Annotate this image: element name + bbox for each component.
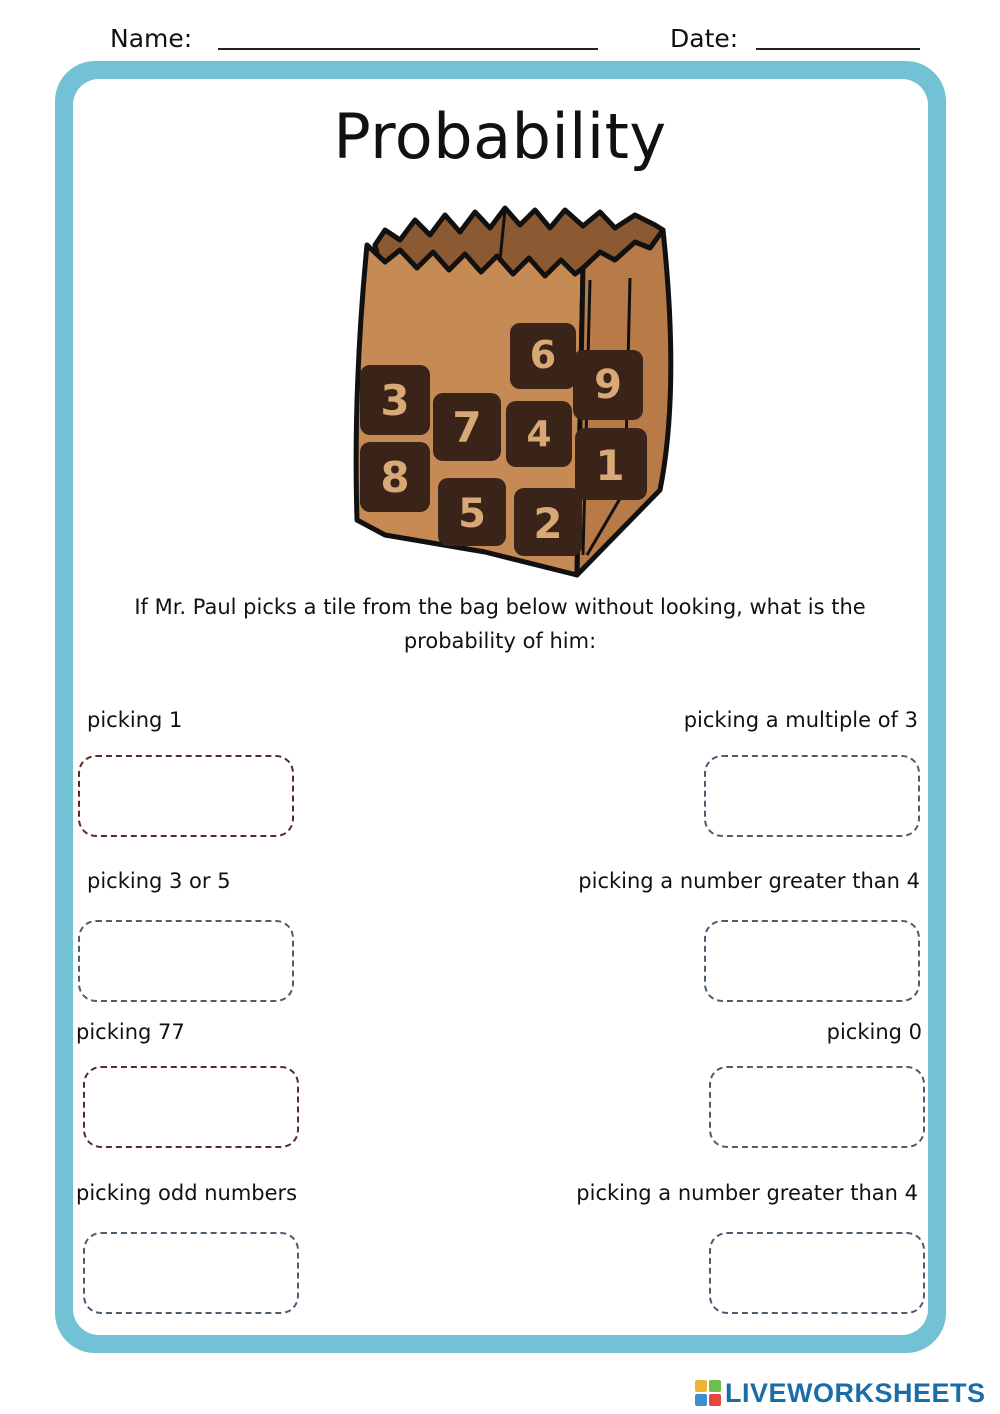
number-tile xyxy=(510,323,576,389)
paper-bag-illustration xyxy=(345,190,675,585)
prompt-label: picking odd numbers xyxy=(76,1181,298,1205)
prompt-label: picking 3 or 5 xyxy=(87,869,231,893)
number-tile xyxy=(360,365,430,435)
svg-text:3: 3 xyxy=(380,376,410,425)
number-tile xyxy=(438,478,506,546)
prompt-label: picking a multiple of 3 xyxy=(683,708,918,732)
number-tile xyxy=(360,442,430,512)
logo-grid-icon xyxy=(695,1380,721,1406)
answer-box[interactable] xyxy=(709,1066,925,1148)
svg-text:2: 2 xyxy=(533,499,563,548)
svg-text:5: 5 xyxy=(458,491,486,537)
page-title: Probability xyxy=(333,100,667,173)
svg-text:7: 7 xyxy=(452,403,482,452)
answer-box[interactable] xyxy=(83,1066,299,1148)
prompt-label: picking a number greater than 4 xyxy=(576,1181,918,1205)
answer-box[interactable] xyxy=(709,1232,925,1314)
prompt-label: picking 1 xyxy=(87,708,183,732)
number-tile xyxy=(575,428,647,500)
svg-text:4: 4 xyxy=(526,414,552,455)
prompt-label: picking 0 xyxy=(826,1020,922,1044)
date-line[interactable] xyxy=(756,48,920,50)
question-text: If Mr. Paul picks a tile from the bag below without looking, what is the probability of him: xyxy=(134,595,866,653)
answer-box[interactable] xyxy=(78,755,294,837)
answer-box[interactable] xyxy=(78,920,294,1002)
prompt-label: picking 77 xyxy=(76,1020,185,1044)
number-tile xyxy=(573,350,643,420)
answer-box[interactable] xyxy=(704,920,920,1002)
name-label: Name: xyxy=(110,24,193,53)
prompt-label: picking a number greater than 4 xyxy=(578,869,920,893)
number-tile xyxy=(433,393,501,461)
logo-text: LIVEWORKSHEETS xyxy=(725,1377,986,1408)
answer-box[interactable] xyxy=(704,755,920,837)
date-label: Date: xyxy=(670,24,739,53)
liveworksheets-logo[interactable] xyxy=(695,1376,986,1410)
svg-text:6: 6 xyxy=(529,333,557,377)
number-tile xyxy=(514,488,582,556)
answer-box[interactable] xyxy=(83,1232,299,1314)
name-line[interactable] xyxy=(218,48,598,50)
svg-text:8: 8 xyxy=(380,453,410,502)
number-tile xyxy=(506,401,572,467)
svg-text:9: 9 xyxy=(594,362,622,408)
svg-text:1: 1 xyxy=(595,441,625,490)
